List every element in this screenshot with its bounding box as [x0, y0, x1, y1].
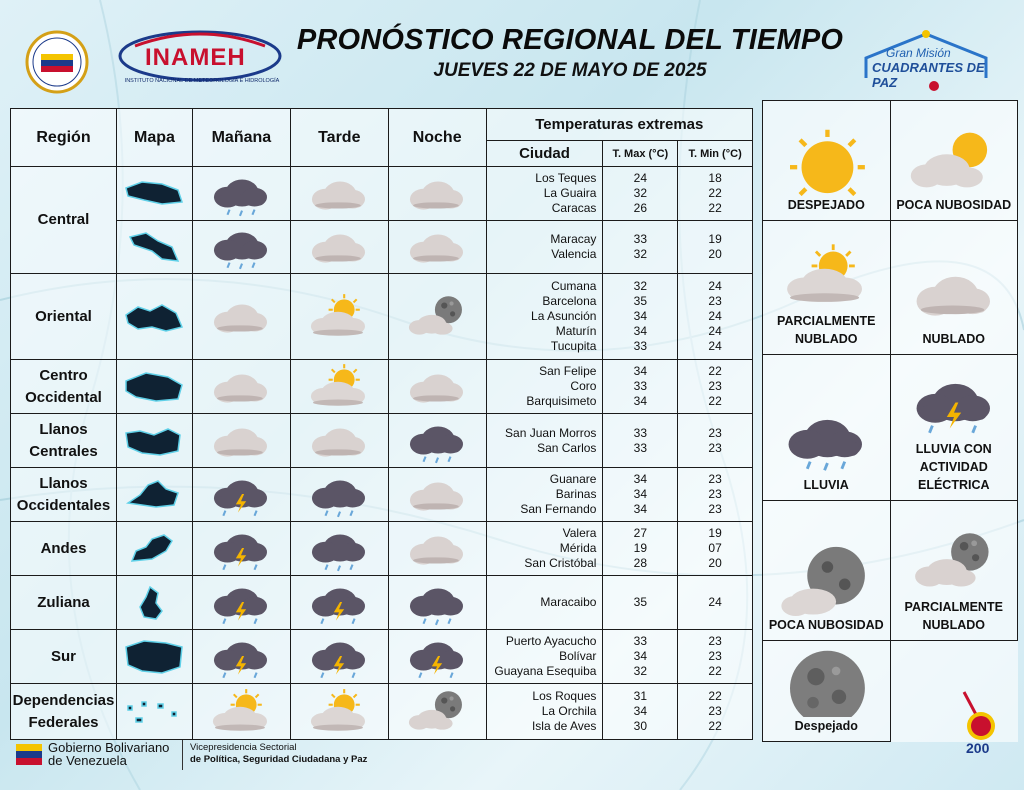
afternoon-cell — [290, 274, 388, 360]
afternoon-cell — [290, 468, 388, 522]
city-list-value: San Felipe — [539, 364, 597, 378]
tmax-list — [603, 167, 678, 221]
region-map-icon — [122, 529, 186, 569]
city-list-value: Barquisimeto — [526, 394, 597, 408]
tmin-list-value: 22 — [708, 394, 722, 408]
cloudy-icon — [401, 469, 473, 521]
region-name: Llanos Centrales — [11, 414, 117, 468]
city-list-value: Coro — [570, 379, 597, 393]
morning-cell — [192, 274, 290, 360]
tmax-list-value: 35 — [633, 294, 647, 308]
city-list — [486, 576, 603, 630]
forecast-date: JUEVES 22 DE MAYO DE 2025 — [433, 60, 707, 81]
legend-row — [763, 501, 1018, 641]
storm-icon — [205, 469, 277, 521]
city-list-value: Tucupita — [550, 339, 597, 353]
tmin-list — [678, 630, 753, 684]
cloudy-icon — [401, 168, 473, 220]
tmax-list — [603, 360, 678, 414]
legend-item — [890, 101, 1018, 221]
tmin-list-value: 20 — [708, 247, 722, 261]
morning-cell — [192, 684, 290, 740]
tmax-list — [603, 221, 678, 274]
tmin-list-value: 24 — [708, 309, 722, 323]
afternoon-cell — [290, 522, 388, 576]
rain-icon — [401, 577, 473, 629]
morning-cell — [192, 167, 290, 221]
tmin-list — [678, 468, 753, 522]
region-name: Andes — [11, 522, 117, 576]
region-map-icon — [122, 692, 186, 732]
city-list — [486, 167, 603, 221]
tmax-list-value: 34 — [633, 472, 647, 486]
bicentennial-text: 200 — [966, 740, 990, 756]
night-partly-icon — [401, 686, 473, 738]
tmax-list-value: 34 — [633, 704, 647, 718]
region-name: Dependencias Federales — [11, 684, 117, 740]
region-name: Centro Occidental — [11, 360, 117, 414]
city-list — [486, 468, 603, 522]
bicentennial-logo — [950, 682, 1012, 762]
footer-divider — [182, 740, 183, 770]
region-map-cell — [116, 167, 192, 221]
table-row — [11, 684, 753, 740]
tmin-list-value: 24 — [708, 279, 722, 293]
night-few-icon — [778, 544, 874, 616]
forecast-rows — [11, 167, 753, 740]
footer-gob-line1: Gobierno Bolivariano — [48, 740, 170, 755]
tmin-list-value: 19 — [708, 526, 722, 540]
table-row — [11, 468, 753, 522]
afternoon-header: Tarde — [290, 109, 388, 167]
city-list-value: Guanare — [549, 472, 597, 486]
region-map-icon — [122, 637, 186, 677]
cloudy-icon — [401, 221, 473, 273]
gran-mision-line1: Gran Misión — [886, 46, 951, 60]
legend-item — [763, 221, 891, 355]
table-row — [11, 221, 753, 274]
table-row — [11, 522, 753, 576]
table-row — [11, 360, 753, 414]
tmin-list-value: 23 — [708, 294, 722, 308]
legend-item — [890, 355, 1018, 501]
footer-vice-line2: de Política, Seguridad Ciudadana y Paz — [190, 754, 368, 765]
region-map-icon — [122, 475, 186, 515]
temps-header: Temperaturas extremas — [486, 109, 752, 141]
legend-row — [763, 221, 1018, 355]
city-list-value: San Juan Morros — [505, 425, 597, 440]
storm-icon — [401, 631, 473, 683]
tmin-list-value: 19 — [708, 232, 722, 246]
tmax-list — [603, 522, 678, 576]
rain-icon — [205, 221, 277, 273]
region-header: Región — [11, 109, 117, 167]
tmax-list-value: 19 — [633, 541, 647, 555]
region-map-cell — [116, 274, 192, 360]
legend-label: POCA NUBOSIDAD — [896, 198, 1012, 212]
city-list — [486, 684, 603, 740]
rain-icon — [401, 415, 473, 467]
sun-icon — [778, 124, 874, 196]
tmax-list — [603, 468, 678, 522]
city-list — [486, 414, 603, 468]
cloudy-icon — [401, 523, 473, 575]
cloudy-icon — [906, 258, 1002, 330]
region-name: Sur — [11, 630, 117, 684]
moon-icon — [778, 645, 874, 717]
cloudy-icon — [303, 415, 375, 467]
table-row — [11, 630, 753, 684]
tmin-list-value: 23 — [708, 472, 722, 486]
tmax-list-value: 27 — [633, 526, 647, 540]
legend-label: Despejado — [794, 719, 858, 733]
tmax-list-value: 35 — [633, 595, 647, 609]
tmax-list — [603, 414, 678, 468]
city-list-value: La Orchila — [541, 704, 597, 718]
legend-item — [890, 501, 1018, 641]
region-map-cell — [116, 414, 192, 468]
city-list-value: San Carlos — [537, 440, 597, 455]
legend-item — [890, 221, 1018, 355]
tmax-list-value: 33 — [633, 232, 647, 246]
partly-icon — [303, 291, 375, 343]
tmax-list-value: 26 — [633, 201, 647, 215]
tmin-list-value: 23 — [708, 634, 722, 648]
tmin-list-value: 07 — [708, 541, 722, 555]
cloudy-icon — [205, 291, 277, 343]
tmin-list-value: 24 — [708, 339, 722, 353]
region-map-icon — [122, 227, 186, 267]
tmin-list-value: 23 — [708, 487, 722, 501]
tmax-list-value: 32 — [633, 186, 647, 200]
legend-label: PARCIALMENTE NUBLADO — [904, 600, 1003, 632]
morning-cell — [192, 522, 290, 576]
city-list-value: Cumana — [551, 279, 597, 293]
tmax-list-value: 34 — [633, 649, 647, 663]
morning-cell — [192, 360, 290, 414]
tmin-list-value: 23 — [708, 704, 722, 718]
tmin-list-value: 22 — [708, 689, 722, 703]
region-map-cell — [116, 221, 192, 274]
cloudy-icon — [303, 221, 375, 273]
tmax-list-value: 28 — [633, 556, 647, 570]
region-map-icon — [122, 367, 186, 407]
inameh-logo-text: INAMEH — [145, 44, 246, 71]
city-list-value: Maturín — [555, 324, 597, 338]
afternoon-cell — [290, 630, 388, 684]
morning-cell — [192, 630, 290, 684]
tmin-list-value: 23 — [708, 425, 722, 440]
tmin-list — [678, 576, 753, 630]
tmin-list-value: 24 — [708, 595, 722, 609]
city-list-value: Los Roques — [532, 689, 597, 703]
morning-cell — [192, 414, 290, 468]
gran-mision-line2: CUADRANTES DE PAZ — [872, 60, 985, 90]
city-list-value: Barcelona — [542, 294, 597, 308]
legend-label: DESPEJADO — [787, 198, 865, 212]
tmin-list-value: 23 — [708, 502, 722, 516]
storm-icon — [303, 631, 375, 683]
partly-icon — [205, 686, 277, 738]
region-name: Zuliana — [11, 576, 117, 630]
city-list-value: Guayana Esequiba — [494, 664, 597, 678]
tmin-list — [678, 167, 753, 221]
afternoon-cell — [290, 576, 388, 630]
legend-item — [763, 355, 891, 501]
city-list — [486, 274, 603, 360]
night-cell — [388, 468, 486, 522]
region-map-icon — [122, 297, 186, 337]
tmax-list-value: 34 — [633, 502, 647, 516]
region-map-icon — [122, 583, 186, 623]
header — [0, 0, 1024, 100]
cloudy-icon — [303, 168, 375, 220]
page-title: PRONÓSTICO REGIONAL DEL TIEMPO — [296, 24, 844, 56]
region-map-icon — [122, 421, 186, 461]
tmax-list-value: 33 — [633, 379, 647, 393]
city-list-value: Mérida — [559, 541, 597, 555]
cloudy-icon — [401, 361, 473, 413]
legend-item — [763, 641, 891, 742]
storm-icon — [205, 631, 277, 683]
night-cell — [388, 167, 486, 221]
tmin-list — [678, 414, 753, 468]
city-list-value: Maracaibo — [540, 595, 597, 609]
storm-icon — [205, 577, 277, 629]
rain-icon — [778, 404, 874, 476]
tmin-list-value: 22 — [708, 719, 722, 733]
legend-row — [763, 355, 1018, 501]
footer-gob-line2: de Venezuela — [48, 753, 127, 768]
tmax-list-value: 33 — [633, 425, 647, 440]
city-list-value: Valera — [562, 526, 597, 540]
city-list-value: La Guaira — [543, 186, 597, 200]
night-cell — [388, 684, 486, 740]
tmin-list — [678, 274, 753, 360]
cloudy-icon — [205, 415, 277, 467]
partly-icon — [778, 240, 874, 312]
afternoon-cell — [290, 360, 388, 414]
gran-mision-logo — [856, 28, 1006, 98]
city-list-value: Isla de Aves — [531, 719, 597, 733]
city-list — [486, 221, 603, 274]
tmin-list-value: 22 — [708, 201, 722, 215]
city-list-value: La Asunción — [531, 309, 597, 323]
afternoon-cell — [290, 414, 388, 468]
region-map-cell — [116, 360, 192, 414]
tmax-list-value: 33 — [633, 339, 647, 353]
legend-label: PARCIALMENTE NUBLADO — [777, 314, 876, 346]
night-partly-icon — [401, 291, 473, 343]
legend-item — [763, 101, 891, 221]
tmin-list-value: 22 — [708, 186, 722, 200]
region-map-cell — [116, 684, 192, 740]
tmax-list — [603, 684, 678, 740]
city-list-value: Maracay — [550, 232, 597, 246]
inameh-logo-subtitle: INSTITUTO NACIONAL DE METEOROLOGÍA E HIDROLOGÍA — [124, 78, 280, 84]
morning-header: Mañana — [192, 109, 290, 167]
footer-vice-line1: Vicepresidencia Sectorial — [190, 742, 297, 753]
city-list-value: Bolívar — [559, 649, 597, 663]
tmax-list-value: 33 — [633, 440, 647, 455]
tmax-list-value: 30 — [633, 719, 647, 733]
tmax-list-value: 24 — [633, 171, 647, 185]
tmin-list-value: 24 — [708, 324, 722, 338]
tmin-list-value: 22 — [708, 364, 722, 378]
storm-icon — [906, 368, 1002, 440]
legend-label: LLUVIA CON ACTIVIDAD ELÉCTRICA — [915, 442, 992, 492]
table-row — [11, 274, 753, 360]
afternoon-cell — [290, 167, 388, 221]
rain-icon — [205, 168, 277, 220]
city-list — [486, 360, 603, 414]
rain-icon — [303, 469, 375, 521]
tmin-list-value: 23 — [708, 379, 722, 393]
city-list — [486, 522, 603, 576]
tmin-list-value: 22 — [708, 664, 722, 678]
legend-label: POCA NUBOSIDAD — [768, 618, 884, 632]
cloudy-icon — [205, 361, 277, 413]
tmin-header: T. Min (°C) — [678, 141, 753, 167]
night-cell — [388, 360, 486, 414]
afternoon-cell — [290, 221, 388, 274]
storm-icon — [205, 523, 277, 575]
region-map-cell — [116, 468, 192, 522]
tmin-list-value: 23 — [708, 649, 722, 663]
city-header: Ciudad — [486, 141, 603, 167]
region-map-icon — [122, 174, 186, 214]
tmax-list — [603, 274, 678, 360]
map-header: Mapa — [116, 109, 192, 167]
tmax-list-value: 33 — [633, 634, 647, 648]
city-list-value: Barinas — [555, 487, 597, 501]
tmin-list — [678, 360, 753, 414]
table-row — [11, 414, 753, 468]
tmin-list-value: 23 — [708, 440, 722, 455]
tmax-list — [603, 576, 678, 630]
morning-cell — [192, 468, 290, 522]
city-list — [486, 630, 603, 684]
tmax-list — [603, 630, 678, 684]
city-list-value: Caracas — [551, 201, 597, 215]
tmax-list-value: 34 — [633, 324, 647, 338]
inameh-logo — [115, 28, 285, 90]
region-name: Central — [11, 167, 117, 274]
region-map-cell — [116, 576, 192, 630]
region-map-cell — [116, 522, 192, 576]
morning-cell — [192, 221, 290, 274]
afternoon-cell — [290, 684, 388, 740]
tmax-list-value: 34 — [633, 364, 647, 378]
legend-label: NUBLADO — [922, 332, 985, 346]
few-clouds-icon — [906, 124, 1002, 196]
tmin-list — [678, 221, 753, 274]
night-cell — [388, 221, 486, 274]
legend-label: LLUVIA — [803, 478, 849, 492]
night-partly-icon — [906, 526, 1002, 598]
city-list-value: Los Teques — [535, 171, 597, 185]
morning-cell — [192, 576, 290, 630]
tmin-list — [678, 684, 753, 740]
city-list-value: Valencia — [551, 247, 597, 261]
partly-icon — [303, 686, 375, 738]
night-cell — [388, 414, 486, 468]
legend-row — [763, 101, 1018, 221]
night-cell — [388, 630, 486, 684]
table-row — [11, 576, 753, 630]
legend-table — [762, 100, 1018, 742]
region-map-cell — [116, 630, 192, 684]
footer — [14, 738, 434, 774]
tmax-list-value: 32 — [633, 247, 647, 261]
tmax-list-value: 34 — [633, 487, 647, 501]
tmax-list-value: 31 — [633, 689, 647, 703]
legend-item — [763, 501, 891, 641]
city-list-value: San Cristóbal — [524, 556, 597, 570]
tmin-list-value: 18 — [708, 171, 722, 185]
government-seal-logo — [20, 30, 94, 94]
rain-icon — [303, 523, 375, 575]
tmax-list-value: 34 — [633, 394, 647, 408]
tmin-list-value: 20 — [708, 556, 722, 570]
table-row — [11, 167, 753, 221]
tmax-list-value: 32 — [633, 279, 647, 293]
night-header: Noche — [388, 109, 486, 167]
tmax-header: T. Max (°C) — [603, 141, 678, 167]
tmax-list-value: 32 — [633, 664, 647, 678]
city-list-value: Puerto Ayacucho — [505, 634, 597, 648]
tmin-list — [678, 522, 753, 576]
partly-icon — [303, 361, 375, 413]
night-cell — [388, 274, 486, 360]
venezuela-flag-icon — [14, 740, 44, 770]
storm-icon — [303, 577, 375, 629]
region-name: Oriental — [11, 274, 117, 360]
city-list-value: San Fernando — [520, 502, 597, 516]
tmax-list-value: 34 — [633, 309, 647, 323]
night-cell — [388, 576, 486, 630]
forecast-table — [10, 108, 753, 740]
night-cell — [388, 522, 486, 576]
region-name: Llanos Occidentales — [11, 468, 117, 522]
